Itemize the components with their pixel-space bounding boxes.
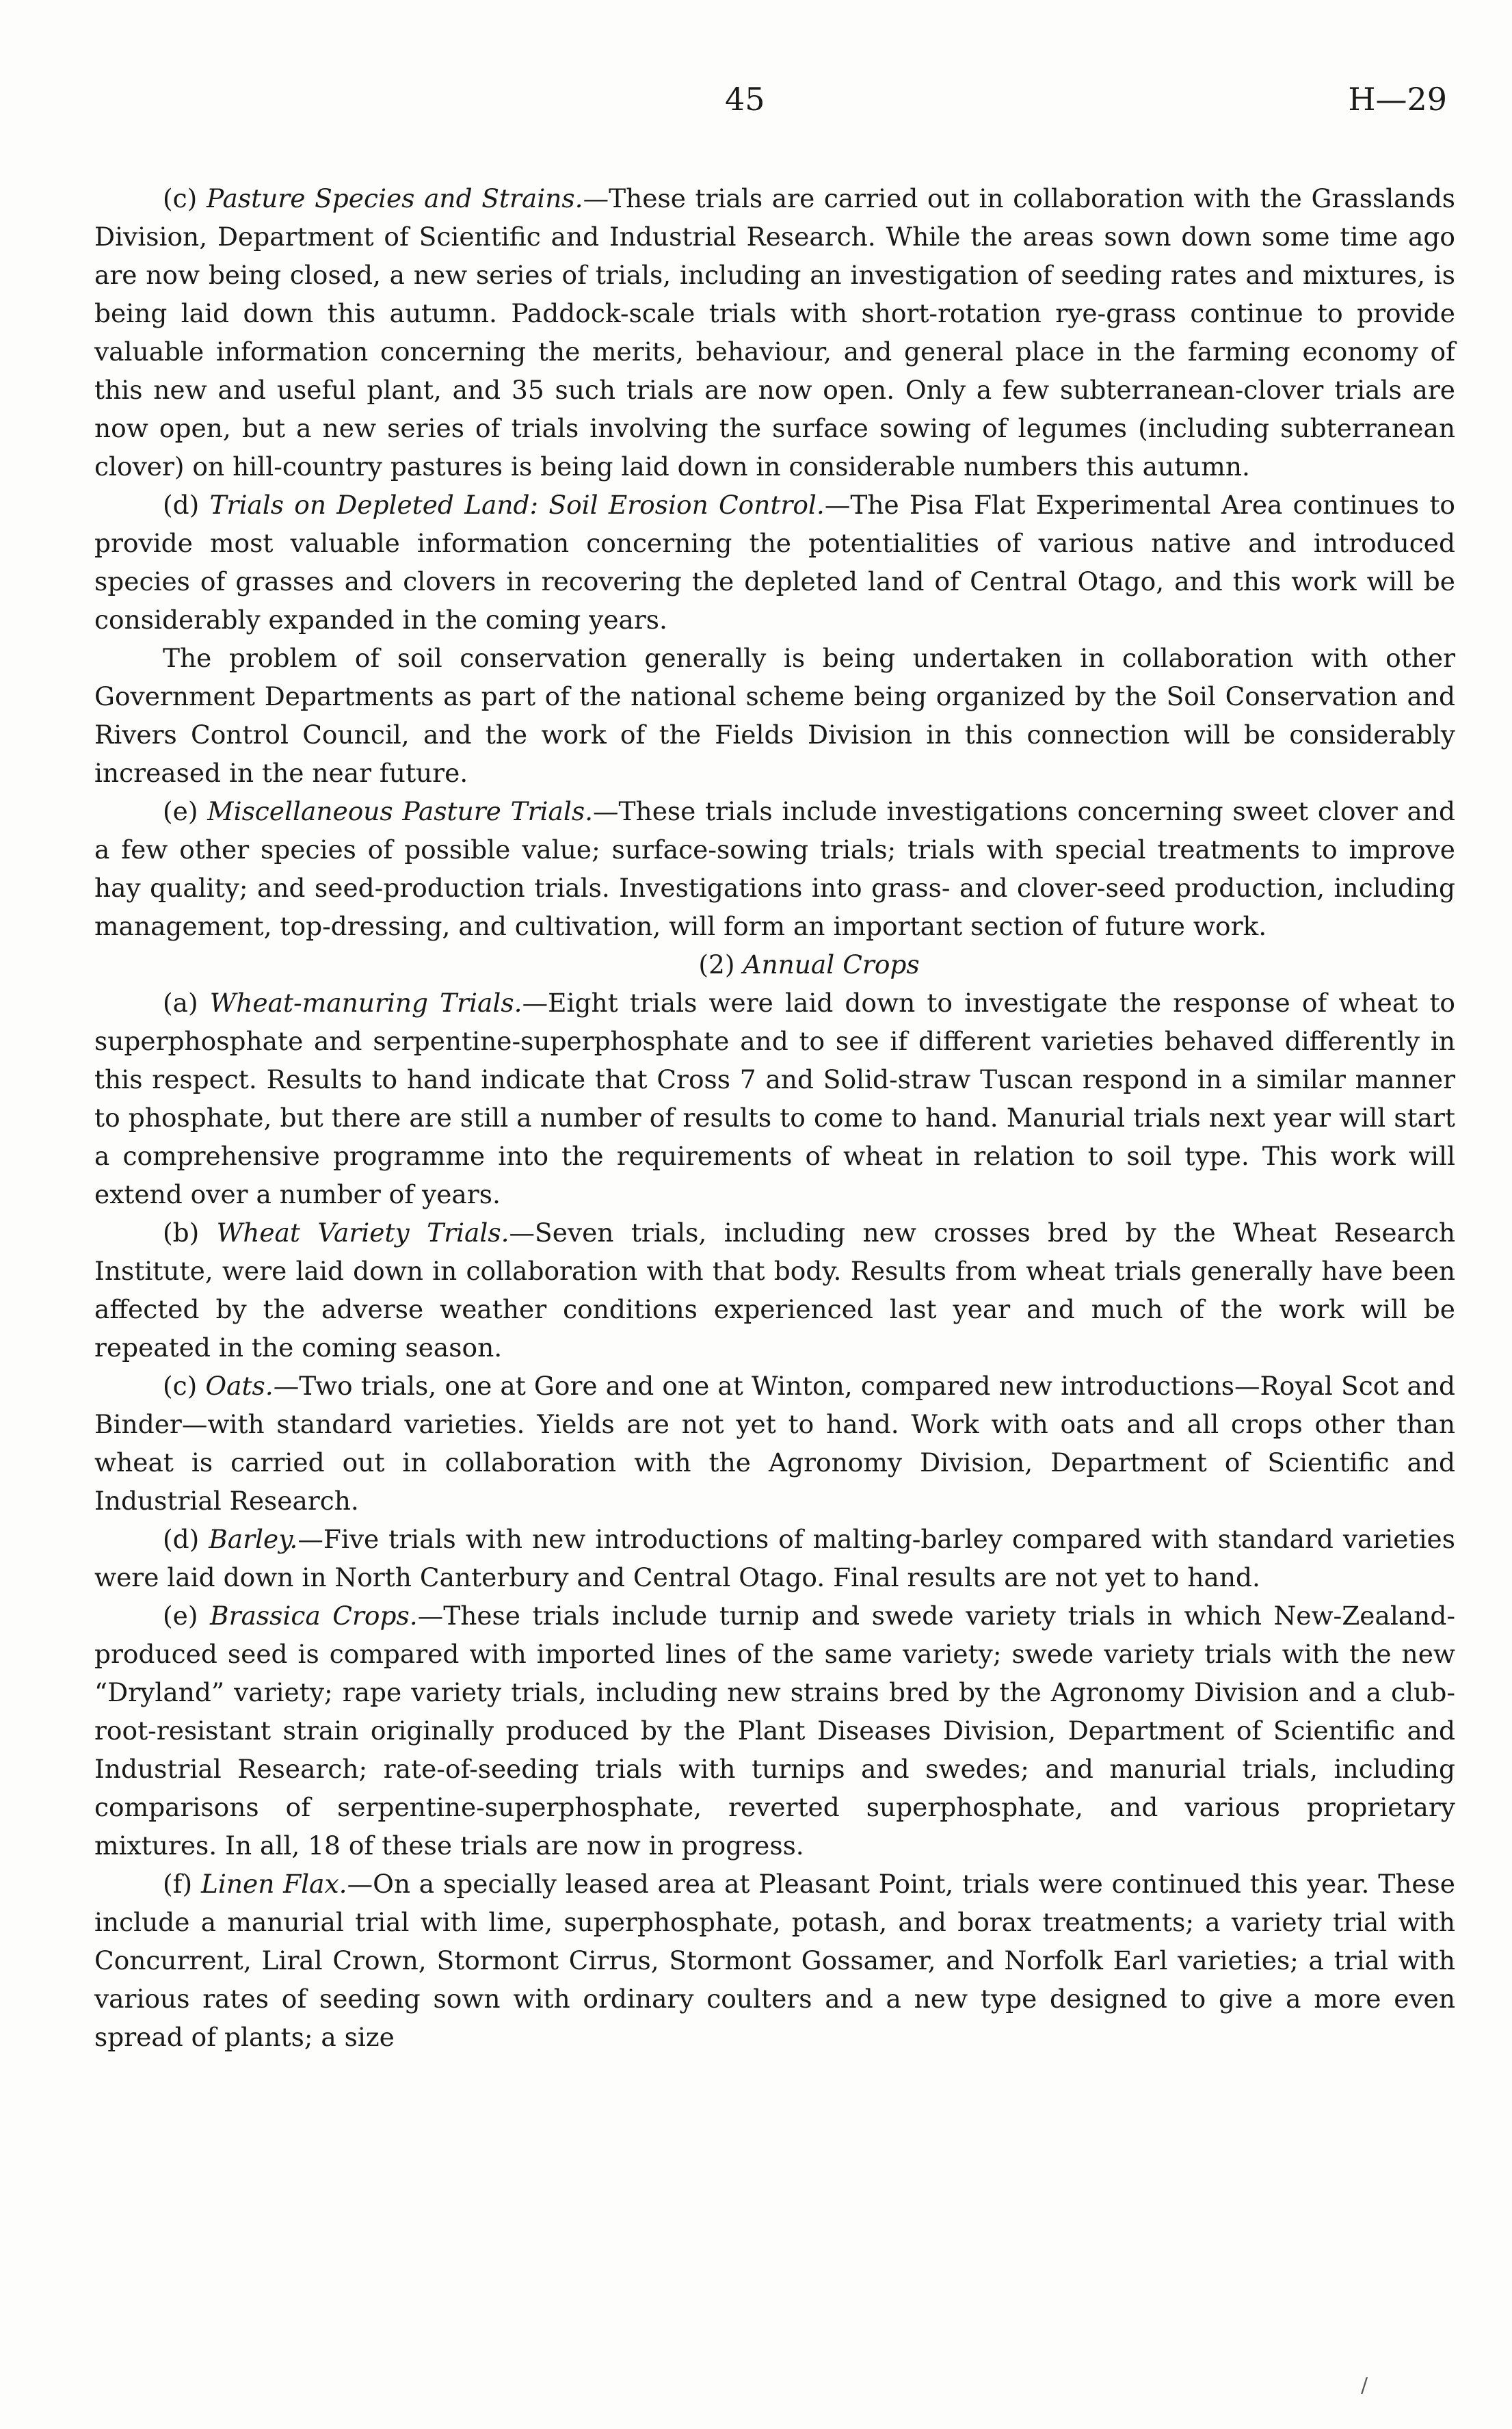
paragraph-depleted-land: (d) Trials on Depleted Land: Soil Erosion Control.—The Pisa Flat Experimental Area continues to provide most valuable information concerning the potentialities of various native and introduced species of grasses and clovers in recovering the depleted land of Central Otago, and this work will be considerably expanded in the coming years. bbox=[94, 490, 1456, 635]
paragraph-title: Barley. bbox=[209, 1524, 298, 1554]
paragraph-title: Oats. bbox=[205, 1371, 274, 1401]
paragraph-wheat-variety: (b) Wheat Variety Trials.—Seven trials, including new crosses bred by the Wheat Research Institute, were laid down in collaboration with that body. Results from wheat trials generally have been affected by the adverse weather conditions experienced last year and much of the work will be repeated in the coming season. bbox=[94, 1218, 1456, 1363]
document-reference: H—29 bbox=[1348, 81, 1447, 118]
paragraph-wheat-manuring: (a) Wheat-manuring Trials.—Eight trials were laid down to investigate the response of wheat to superphosphate and serpentine-superphosphate and to see if different varieties behaved differently in this respect. Results to hand indicate that Cross 7 and Solid-straw Tuscan respond in a similar manner to phosphate, but there are still a number of results to come to hand. Manurial trials next year will start a comprehensive programme into the requirements of wheat in relation to soil type. This work will extend over a number of years. bbox=[94, 988, 1455, 1209]
paragraph-title: Brassica Crops. bbox=[210, 1601, 418, 1631]
paragraph-miscellaneous-pasture: (e) Miscellaneous Pasture Trials.—These trials include investigations concerning sweet clover and a few other species of possible value; surface-sowing trials; trials with special treatments to improve hay quality; and seed-production trials. Investigations into grass- and clover-seed production, including management, top-dressing, and cultivation, will form an important section of future work. bbox=[94, 796, 1455, 941]
paragraph-title: Wheat-manuring Trials. bbox=[209, 988, 522, 1018]
section-heading-annual-crops: (2) Annual Crops bbox=[698, 949, 920, 980]
paragraph-brassica-crops: (e) Brassica Crops.—These trials include turnip and swede variety trials in which New-Zealand-produced seed is compared with imported lines of the same variety; swede variety trials with the new “Dryland” variety; rape variety trials, including new strains bred by the Agronomy Division and a club-root-resistant strain originally produced by the Plant Diseases Division, Department of Scientific and Industrial Research; rate-of-seeding trials with turnips and swedes; and manurial trials, including comparisons of serpentine-superphosphate, reverted superphosphate, and various proprietary mixtures. In all, 18 of these trials are now in progress. bbox=[94, 1601, 1456, 1861]
paragraph-title: Linen Flax. bbox=[200, 1869, 347, 1899]
footer-mark: / bbox=[1361, 2374, 1368, 2398]
paragraph-oats: (c) Oats.—Two trials, one at Gore and one at Winton, compared new introductions—Royal Scot and Binder—with standard varieties. Yields are not yet to hand. Work with oats and all crops other than wheat is carried out in collaboration with the Agronomy Division, Department of Scientific and Industrial Research. bbox=[94, 1371, 1455, 1516]
paragraph-title: Miscellaneous Pasture Trials. bbox=[207, 796, 594, 826]
paragraph-pasture-species: (c) Pasture Species and Strains.—These trials are carried out in collaboration with the Grasslands Division, Department of Scientific and Industrial Research. While the areas sown down some time ago are now being closed, a new series of trials, including an investigation of seeding rates and mixtures, is being laid down this autumn. Paddock-scale trials with short-rotation rye-grass continue to provide valuable information concerning the merits, behaviour, and general place in the farming economy of this new and useful plant, and 35 such trials are now open. Only a few subterranean-clover trials are now open, but a new series of trials involving the surface sowing of legumes (including subterranean clover) on hill-country pastures is being laid down in considerable numbers this autumn. bbox=[94, 183, 1456, 482]
paragraph-linen-flax: (f) Linen Flax.—On a specially leased area at Pleasant Point, trials were continued this year. These include a manurial trial with lime, superphosphate, potash, and borax treatments; a variety trial with Concurrent, Liral Crown, Stormont Cirrus, Stormont Gossamer, and Norfolk Earl varieties; a trial with various rates of seeding sown with ordinary coulters and a new type designed to give a more even spread of plants; a size bbox=[94, 1869, 1455, 2052]
page-body bbox=[94, 179, 1455, 2056]
page-number: 45 bbox=[725, 81, 765, 118]
paragraph-title: Trials on Depleted Land: Soil Erosion Control. bbox=[209, 490, 825, 520]
paragraph-title: Wheat Variety Trials. bbox=[216, 1218, 509, 1248]
page-header bbox=[96, 81, 1447, 129]
paragraph-barley: (d) Barley.—Five trials with new introductions of malting-barley compared with standard varieties were laid down in North Canterbury and Central Otago. Final results are not yet to hand. bbox=[94, 1524, 1455, 1592]
paragraph-soil-conservation: The problem of soil conservation generally is being undertaken in collaboration with other Government Departments as part of the national scheme being organized by the Soil Conservation and Rivers Control Council, and the work of the Fields Division in this connection will be considerably increased in the near future. bbox=[94, 643, 1455, 788]
paragraph-title: Pasture Species and Strains. bbox=[206, 183, 583, 213]
